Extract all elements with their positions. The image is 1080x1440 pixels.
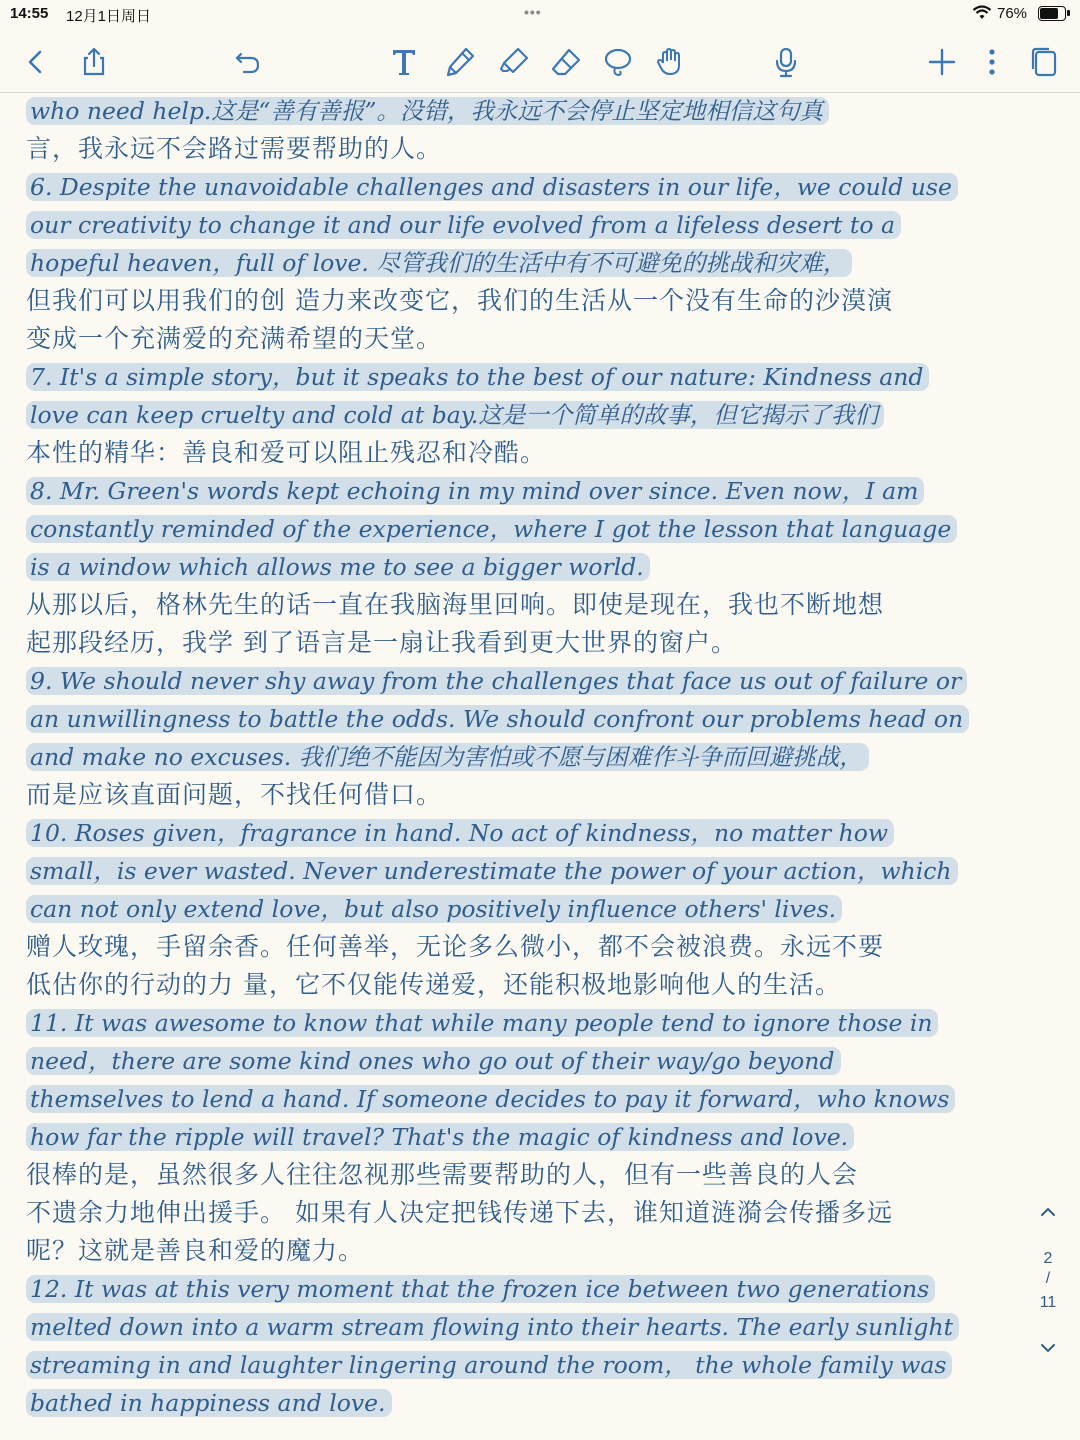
note-line (26, 1232, 1056, 1270)
page-separator: / (1045, 1270, 1051, 1287)
note-line (26, 700, 1056, 738)
highlighted-text: love can keep cruelty and cold at bay.这是一个简单的故事，但它揭示了我们 (26, 401, 884, 429)
note-text: 低估你的行动的力 量，它不仅能传递爱，还能积极地影响他人的生活。 (26, 970, 841, 999)
highlighted-text: need，there are some kind ones who go out of their way/go beyond (26, 1047, 841, 1075)
note-line (26, 966, 1056, 1004)
highlighted-text: 11. It was awesome to know that while many people tend to ignore those in (26, 1009, 938, 1037)
highlighted-text: how far the ripple will travel? That's the magic of kindness and love. (26, 1123, 854, 1151)
note-line (26, 928, 1056, 966)
note-line (26, 396, 1056, 434)
note-line (26, 1346, 1056, 1384)
note-line (26, 624, 1056, 662)
status-bar (0, 0, 1080, 30)
note-line (26, 1156, 1056, 1194)
note-text: 而是应该直面问题，不找任何借口。 (26, 780, 443, 809)
note-line (26, 1384, 1056, 1422)
note-line (26, 1080, 1056, 1118)
note-line (26, 852, 1056, 890)
lasso-icon[interactable] (598, 42, 638, 82)
wifi-icon (972, 5, 992, 25)
highlighted-text: 6. Despite the unavoidable challenges and disasters in our life，we could use (26, 173, 958, 201)
status-time: 14:55 (10, 5, 49, 22)
share-icon[interactable] (74, 42, 114, 82)
note-line (26, 814, 1056, 852)
note-line (26, 130, 1056, 168)
highlighted-text: 8. Mr. Green's words kept echoing in my mind over since. Even now，I am (26, 477, 924, 505)
text-tool-icon[interactable] (384, 42, 424, 82)
note-line (26, 776, 1056, 814)
note-text: 很棒的是，虽然很多人往往忽视那些需要帮助的人，但有一些善良的人会 (26, 1160, 859, 1189)
status-date: 12月1日周日 (66, 8, 152, 25)
note-text: 起那段经历，我学 到了语言是一扇让我看到更大世界的窗户。 (26, 628, 737, 657)
highlighted-text: an unwillingness to battle the odds. We should confront our problems head on (26, 705, 969, 733)
more-icon[interactable] (972, 42, 1012, 82)
highlighted-text: small，is ever wasted. Never underestimate the power of your action，which (26, 857, 958, 885)
note-line (26, 168, 1056, 206)
note-line (26, 548, 1056, 586)
highlighted-text: 12. It was at this very moment that the frozen ice between two generations (26, 1275, 935, 1303)
highlighted-text: 10. Roses given，fragrance in hand. No act of kindness，no matter how (26, 819, 894, 847)
highlighted-text: 9. We should never shy away from the challenges that face us out of failure or (26, 667, 967, 695)
note-line (26, 434, 1056, 472)
highlighted-text: bathed in happiness and love. (26, 1389, 392, 1417)
note-line (26, 1270, 1056, 1308)
battery-icon (1038, 6, 1066, 21)
note-line (26, 1004, 1056, 1042)
handwritten-note[interactable] (26, 92, 1056, 1422)
note-line (26, 1118, 1056, 1156)
highlighted-text: hopeful heaven，full of love. 尽管我们的生活中有不可避免的挑战和灾难， (26, 249, 852, 277)
note-text: 本性的精华：善良和爱可以阻止残忍和冷酷。 (26, 438, 547, 467)
highlighted-text: streaming in and laughter lingering around the room， the whole family was (26, 1351, 952, 1379)
note-text: 赠人玫瑰，手留余香。任何善举，无论多么微小，都不会被浪费。永远不要 (26, 932, 885, 961)
note-text: 言，我永远不会路过需要帮助的人。 (26, 134, 443, 163)
toolbar (0, 30, 1080, 93)
note-line (26, 1194, 1056, 1232)
note-line (26, 206, 1056, 244)
add-icon[interactable] (922, 42, 962, 82)
multitasking-dots-icon[interactable]: ••• (524, 4, 542, 20)
highlighted-text: and make no excuses. 我们绝不能因为害怕或不愿与困难作斗争而回避挑战， (26, 743, 869, 771)
pages-icon[interactable] (1024, 42, 1064, 82)
back-icon[interactable] (16, 42, 56, 82)
pen-icon[interactable] (440, 42, 480, 82)
note-text: 从那以后，格林先生的话一直在我脑海里回响。即使是现在，我也不断地想 (26, 590, 885, 619)
page-indicator (1030, 1198, 1070, 1368)
highlighted-text: themselves to lend a hand. If someone decides to pay it forward，who knows (26, 1085, 955, 1113)
note-line (26, 586, 1056, 624)
highlighted-text: who need help.这是“善有善报”。没错，我永远不会停止坚定地相信这句真 (26, 97, 829, 125)
current-page: 2 (1043, 1250, 1053, 1267)
total-pages: 11 (1039, 1294, 1057, 1311)
note-line (26, 92, 1056, 130)
highlighted-text: can not only extend love，but also positively influence others' lives. (26, 895, 842, 923)
note-line (26, 662, 1056, 700)
note-line (26, 244, 1056, 282)
note-text: 变成一个充满爱的充满希望的天堂。 (26, 324, 443, 353)
note-text: 不遗余力地伸出援手。 如果有人决定把钱传递下去，谁知道涟漪会传播多远 (26, 1198, 893, 1227)
note-line (26, 510, 1056, 548)
undo-icon[interactable] (228, 42, 268, 82)
note-text: 但我们可以用我们的创 造力来改变它，我们的生活从一个没有生命的沙漠演 (26, 286, 893, 315)
highlighted-text: 7. It's a simple story，but it speaks to the best of our nature: Kindness and (26, 363, 929, 391)
eraser-icon[interactable] (546, 42, 586, 82)
chevron-down-icon[interactable] (1038, 1340, 1058, 1356)
highlighted-text: constantly reminded of the experience，where I got the lesson that language (26, 515, 957, 543)
note-line (26, 320, 1056, 358)
note-line (26, 738, 1056, 776)
note-line (26, 890, 1056, 928)
note-line (26, 472, 1056, 510)
microphone-icon[interactable] (766, 42, 806, 82)
highlighted-text: is a window which allows me to see a bigger world. (26, 553, 650, 581)
battery-percent: 76% (997, 5, 1028, 22)
highlighter-icon[interactable] (494, 42, 534, 82)
highlighted-text: our creativity to change it and our life evolved from a lifeless desert to a (26, 211, 901, 239)
note-line (26, 282, 1056, 320)
note-text: 呢？这就是善良和爱的魔力。 (26, 1236, 365, 1265)
note-line (26, 358, 1056, 396)
hand-icon[interactable] (650, 42, 690, 82)
note-line (26, 1042, 1056, 1080)
highlighted-text: melted down into a warm stream flowing into their hearts. The early sunlight (26, 1313, 959, 1341)
chevron-up-icon[interactable] (1038, 1204, 1058, 1220)
note-line (26, 1308, 1056, 1346)
